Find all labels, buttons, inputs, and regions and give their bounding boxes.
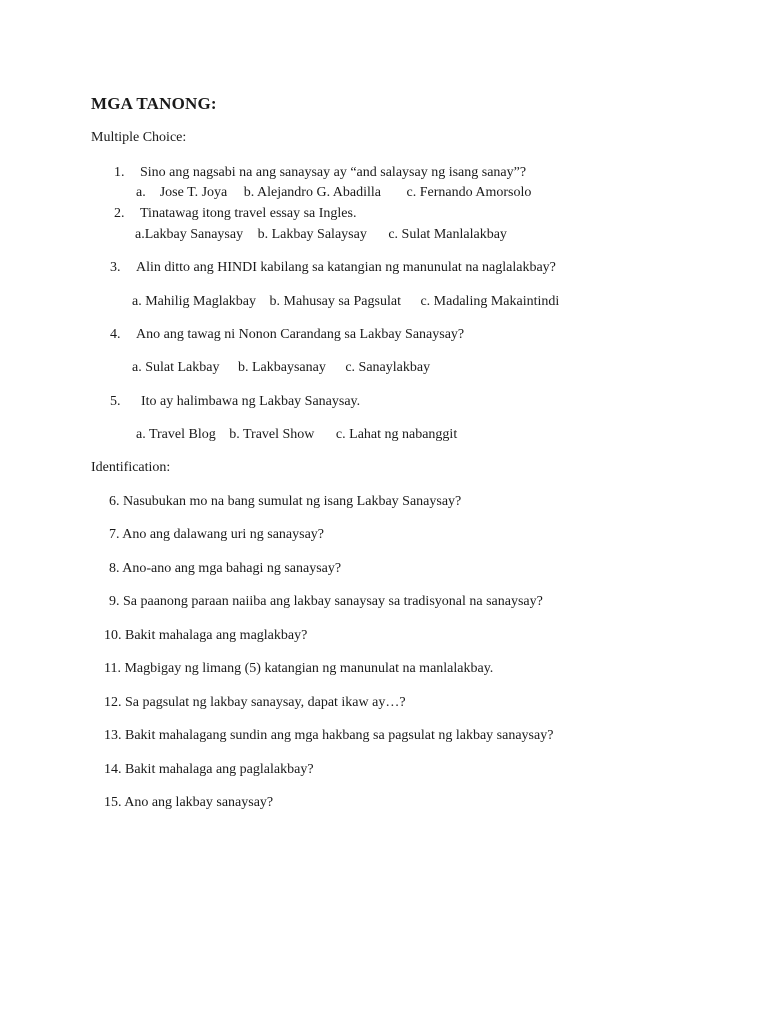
choice-c: c. Sulat Manlalakbay [388,227,507,242]
choice-c: c. Lahat ng nabanggit [335,427,458,442]
choice-b: b. Travel Show [229,427,315,442]
id-question-6: 6. Nasubukan mo na bang sumulat ng isang Lakbay Sanaysay? [109,494,462,509]
multiple-choice-heading: Multiple Choice: [91,130,187,145]
id-question-12: 12. Sa pagsulat ng lakbay sanaysay, dapat ikaw ay…? [104,695,406,710]
mc-question-1: 1. Sino ang nagsabi na ang sanaysay ay “and salaysay ng isang sanay”? [114,165,527,180]
choice-a: a. Jose T. Joya [136,185,228,200]
mc-question-4: 4. Ano ang tawag ni Nonon Carandang sa Lakbay Sanaysay? [110,327,465,342]
id-question-8: 8. Ano-ano ang mga bahagi ng sanaysay? [109,561,342,576]
mc-choices-4 [132,360,430,376]
mc-choices-2 [135,227,507,243]
identification-heading: Identification: [91,460,171,475]
mc-question-2: 2. Tinatawag itong travel essay sa Ingles. [114,206,357,221]
choice-c: c. Sanaylakbay [345,360,431,375]
choice-b: b. Lakbaysanay [237,360,326,375]
id-question-13: 13. Bakit mahalagang sundin ang mga hakbang sa pagsulat ng lakbay sanaysay? [104,728,554,743]
mc-question-5: 5. Ito ay halimbawa ng Lakbay Sanaysay. [110,394,361,409]
mc-choices-5 [136,427,457,443]
choice-a: a.Lakbay Sanaysay [135,227,244,242]
id-question-14: 14. Bakit mahalaga ang paglalakbay? [104,762,314,777]
id-question-11: 11. Magbigay ng limang (5) katangian ng manunulat na manlalakbay. [104,661,494,676]
page-title: MGA TANONG: [91,94,217,113]
choice-b: b. Alejandro G. Abadilla [243,185,382,200]
choice-b: b. Lakbay Salaysay [257,227,367,242]
id-question-15: 15. Ano ang lakbay sanaysay? [104,795,274,810]
choice-a: a. Mahilig Maglakbay [132,294,257,309]
mc-question-3: 3. Alin ditto ang HINDI kabilang sa katangian ng manunulat na naglalakbay? [110,260,556,275]
choice-a: a. Sulat Lakbay [132,360,220,375]
mc-choices-3 [132,294,559,310]
id-question-7: 7. Ano ang dalawang uri ng sanaysay? [109,527,324,542]
id-question-10: 10. Bakit mahalaga ang maglakbay? [104,628,308,643]
id-question-9: 9. Sa paanong paraan naiiba ang lakbay sanaysay sa tradisyonal na sanaysay? [109,594,543,609]
choice-b: b. Mahusay sa Pagsulat [269,294,401,309]
choice-c: c. Fernando Amorsolo [406,185,532,200]
choice-a: a. Travel Blog [136,427,216,442]
choice-c: c. Madaling Makaintindi [420,294,560,309]
mc-choices-1 [136,185,531,201]
